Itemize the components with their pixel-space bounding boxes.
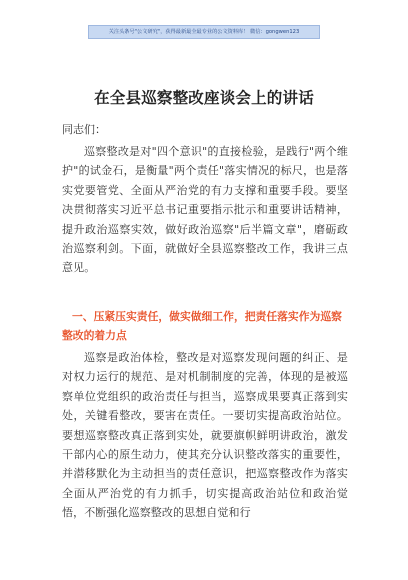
section-heading: 一、压紧压实责任，做实做细工作，把责任落实作为巡察整改的着力点 bbox=[62, 310, 342, 342]
paragraph-section-one: 巡察是政治体检，整改是对巡察发现问题的纠正、是对权力运行的规范、是对机制制度的完善，体现的是被巡察单位党组织的政治责任与担当，巡察成果要真正落到实处，关键看整改，要害在责任。一要切实提高政治站位。要想巡察整改真正落到实处，就要旗帜鲜明讲政治，激发干部内心的原生动力，使其充分认识整改落实的重要性，并潜移默化为主动担当的责任意识，把巡察整改作为落实全面从严治党的有力抓手，切实提高政治站位和政治觉悟，不断强化巡察整改的思想自觉和行 bbox=[62, 351, 348, 520]
greeting: 同志们： bbox=[62, 123, 106, 136]
document-title: 在全县巡察整改座谈会上的讲话 bbox=[94, 88, 314, 107]
paragraph-intro: 巡察整改是对"四个意识"的直接检验，是践行"两个维护"的试金石，是衡量"两个责任"落实情况的标尺，也是落实党要管党、全面从严治党的有力支撑和重要手段。要坚决贯彻落实习近平总书记重要指示批示和重要讲话精神，提升政治巡察实效，做好政治巡察"后半篇文章"，磨砺政治巡察利剑。下面，就做好全县巡察整改工作，我讲三点意见。 bbox=[62, 145, 348, 275]
promo-banner: 关注头条号"公文研究"，获得最新最全最专业的公文资料库！ 微信：gongwen123 bbox=[88, 25, 320, 39]
